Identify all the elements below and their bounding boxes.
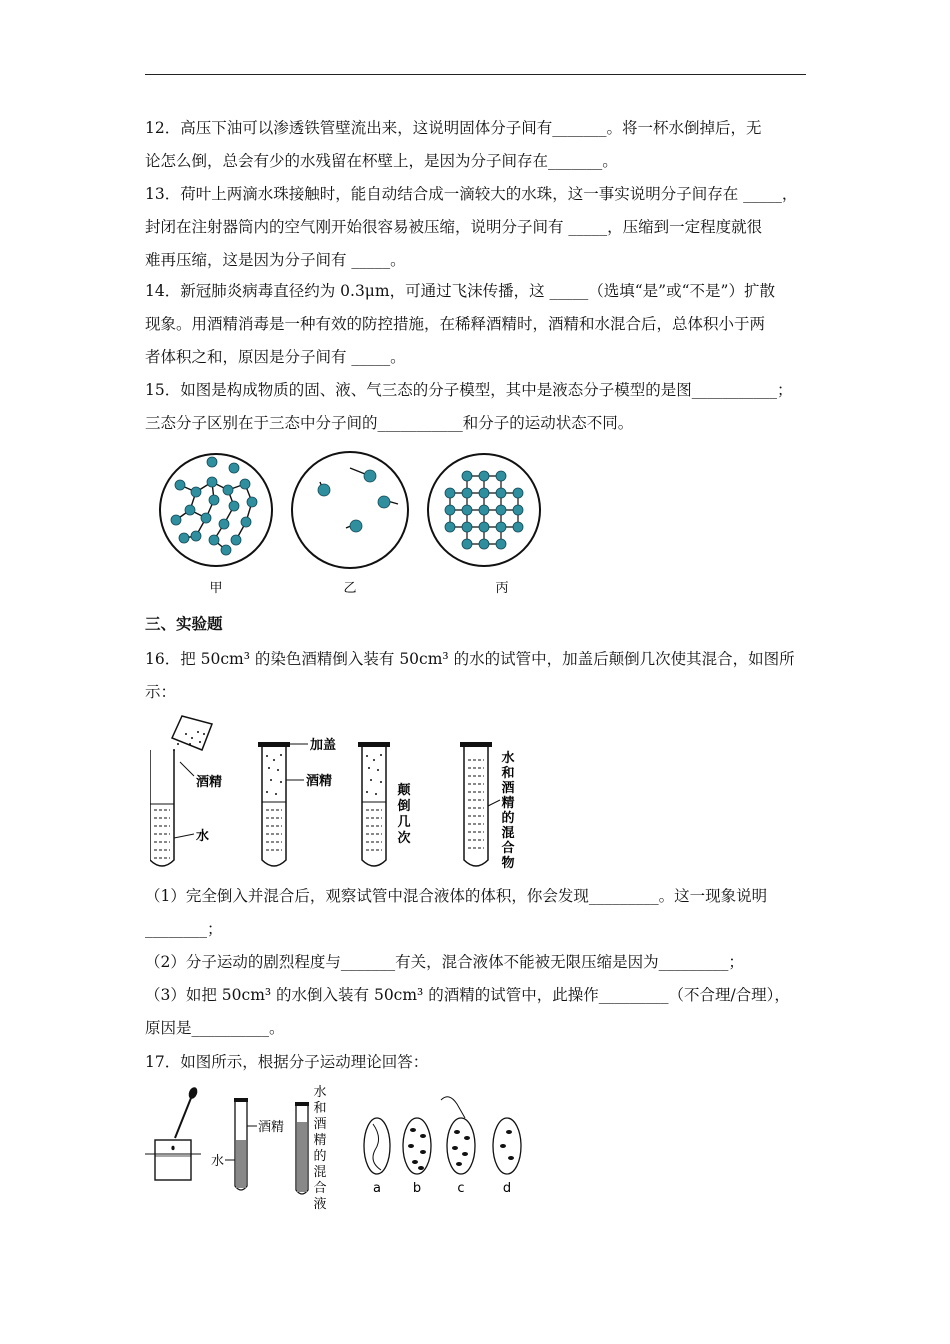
label-mix17-4: 精 [313, 1133, 327, 1148]
question-16-subs [145, 880, 810, 1045]
q13-line-1: 13．荷叶上两滴水珠接触时，能自动结合成一滴较大的水珠，这一事实说明分子间存在 _____， [145, 185, 798, 203]
question-13 [145, 178, 810, 277]
q13-line-3: 难再压缩，这是因为分子间有 _____。 [145, 251, 406, 269]
label-alcohol-2: 酒精 [306, 774, 333, 789]
label-invert-4: 次 [397, 831, 411, 846]
oval-d [493, 1118, 521, 1174]
q14-line-3: 者体积之和，原因是分子间有 _____。 [145, 348, 406, 366]
label-mix-2: 和 [501, 766, 515, 781]
lattice-molecule [462, 471, 472, 481]
tube-lid [258, 737, 336, 866]
model-gas [292, 452, 408, 568]
q17-line-1: 17．如图所示，根据分子运动理论回答： [145, 1053, 429, 1071]
label-mix17-1: 水 [313, 1085, 327, 1100]
beaker-dropper [145, 1086, 201, 1180]
label-yi: 乙 [343, 581, 357, 596]
label-mix17-7: 合 [313, 1181, 327, 1196]
q16-sub3-line-2: 原因是__________。 [145, 1019, 285, 1037]
model-liquid [160, 454, 272, 566]
figure-test-tubes [150, 710, 550, 875]
oval-c [441, 1097, 475, 1174]
q16-line-1: 16．把 50cm³ 的染色酒精倒入装有 50cm³ 的水的试管中，加盖后颠倒几次使其混合，如图所 [145, 650, 795, 668]
lattice-molecule [479, 488, 489, 498]
lattice-molecule [445, 488, 455, 498]
question-12 [145, 112, 810, 178]
oval-b [403, 1118, 431, 1174]
figure-molecule-models [150, 440, 550, 605]
label-mix17-6: 混 [313, 1165, 327, 1180]
lattice-molecule [496, 471, 506, 481]
lattice-molecule [513, 505, 523, 515]
section-heading: 三、实验题 [145, 614, 223, 633]
label-water-17: 水 [211, 1154, 225, 1169]
lattice-molecule [496, 522, 506, 532]
question-16 [145, 643, 810, 709]
question-15 [145, 374, 810, 440]
label-invert-2: 倒 [397, 799, 411, 814]
label-invert-1: 颠 [397, 783, 411, 798]
lattice-molecule [462, 488, 472, 498]
question-14 [145, 275, 810, 374]
lattice-molecule [462, 522, 472, 532]
lattice-molecule [496, 488, 506, 498]
q14-line-2: 现象。用酒精消毒是一种有效的防控措施，在稀释酒精时，酒精和水混合后，总体积小于两 [145, 315, 766, 333]
label-a: a [373, 1181, 381, 1196]
label-mix-6: 混 [501, 826, 515, 841]
label-alcohol-17: 酒精 [258, 1120, 285, 1135]
q16-sub1-line-1: （1）完全倒入并混合后，观察试管中混合液体的体积，你会发现_________。这一现象说明 [145, 887, 768, 905]
lattice-molecule [496, 539, 506, 549]
lattice-molecule [479, 505, 489, 515]
q13-line-2: 封闭在注射器筒内的空气刚开始很容易被压缩，说明分子间有 _____，压缩到一定程度就很 [145, 218, 763, 236]
tube-inverted [358, 742, 411, 866]
label-invert-3: 几 [397, 815, 411, 830]
lattice-molecule [462, 505, 472, 515]
label-mix-3: 酒 [501, 781, 515, 796]
lattice-molecule [479, 539, 489, 549]
lattice-molecule [513, 488, 523, 498]
label-mix-4: 精 [501, 796, 515, 811]
label-c: c [457, 1181, 465, 1196]
lattice-molecule [479, 471, 489, 481]
q16-sub1-line-2: ________； [145, 920, 223, 938]
lattice-molecule [445, 522, 455, 532]
label-d: d [502, 1181, 512, 1196]
lattice-molecule [513, 522, 523, 532]
label-water-1: 水 [196, 829, 210, 844]
label-alcohol-1: 酒精 [196, 775, 223, 790]
oval-a [364, 1118, 390, 1174]
label-mix17-5: 的 [313, 1149, 327, 1164]
label-mix-8: 物 [501, 856, 515, 871]
label-mix17-8: 液 [313, 1197, 327, 1212]
q12-line-2: 论怎么倒，总会有少的水残留在杯壁上，是因为分子间存在_______。 [145, 152, 618, 170]
label-jia: 甲 [209, 581, 223, 596]
q14-line-1: 14．新冠肺炎病毒直径约为 0.3μm，可通过飞沫传播，这 _____（选填“是”或“不是”）扩散 [145, 282, 775, 300]
label-mix-7: 合 [501, 841, 515, 856]
q16-line-2: 示： [145, 683, 177, 701]
label-mix17-3: 酒 [313, 1117, 327, 1132]
q16-sub3-line-1: （3）如把 50cm³ 的水倒入装有 50cm³ 的酒精的试管中，此操作_________（不合理/合理）， [145, 986, 790, 1004]
figure-molecular-motion [145, 1082, 535, 1212]
label-mix-1: 水 [501, 751, 515, 766]
lattice-molecule [445, 505, 455, 515]
q15-line-2: 三态分子区别在于三态中分子间的___________和分子的运动状态不同。 [145, 414, 634, 432]
tube-mixed [460, 742, 515, 871]
q12-line-1: 12．高压下油可以渗透铁管壁流出来，这说明固体分子间有_______。将一杯水倒掉后，无 [145, 119, 762, 137]
tube-pouring [150, 716, 222, 866]
tube-water-alcohol [211, 1098, 284, 1190]
lattice-molecule [479, 522, 489, 532]
q16-sub2: （2）分子运动的剧烈程度与_______有关，混合液体不能被无限压缩是因为_________； [145, 953, 744, 971]
header-rule [145, 74, 806, 75]
lattice-molecule [462, 539, 472, 549]
label-b: b [412, 1181, 422, 1196]
model-solid [428, 454, 540, 566]
question-17 [145, 1046, 810, 1079]
label-mix17-2: 和 [313, 1101, 327, 1116]
q15-line-1: 15．如图是构成物质的固、液、气三态的分子模型，其中是液态分子模型的是图___________； [145, 381, 793, 399]
tube-mixed-liquid [295, 1084, 327, 1212]
label-bing: 丙 [495, 581, 509, 596]
label-mix-5: 的 [501, 811, 515, 826]
label-lid: 加盖 [310, 738, 337, 753]
lattice-molecule [496, 505, 506, 515]
